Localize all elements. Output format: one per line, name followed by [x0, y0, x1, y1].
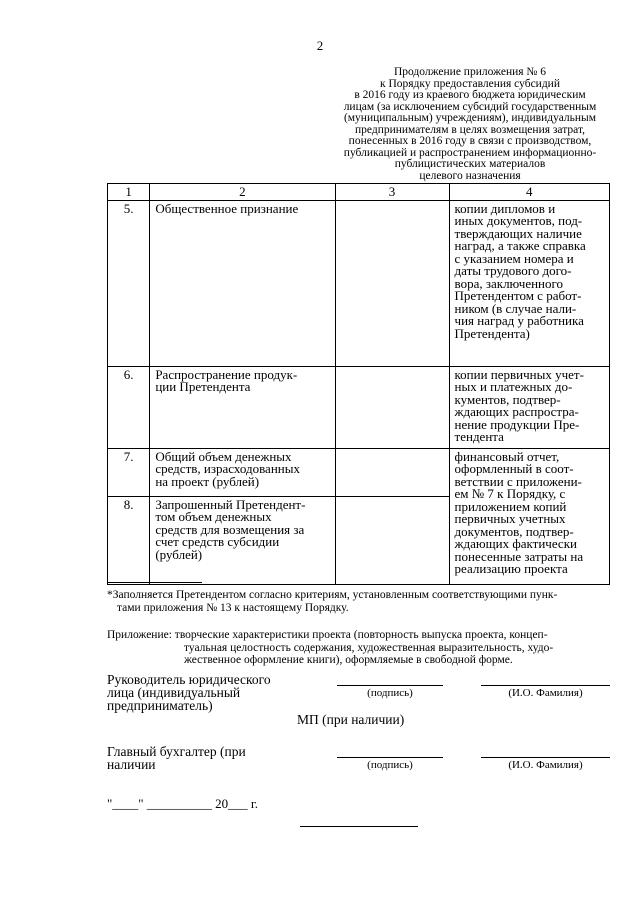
table-header-cell: 2 [150, 184, 335, 201]
head-signature-label [107, 673, 271, 712]
header-line: лицам (за исключением субсидий государственным [343, 100, 597, 113]
text-line: лица (индивидуальный [107, 685, 241, 700]
text-line: ных и платежных до- [454, 379, 573, 394]
bottom-rule [300, 826, 418, 827]
text-line: (рублей) [155, 546, 203, 562]
table-header-cell: 3 [335, 184, 449, 201]
text-line: кументов, подтвер- [454, 391, 561, 407]
text-line: Общественное признание [155, 200, 299, 216]
text-line: ем № 7 к Порядку, с [454, 486, 566, 501]
head-signature-caption: (подпись) [367, 687, 413, 699]
appendix-note [107, 629, 612, 667]
criteria-table [107, 183, 610, 585]
text-line: наград, а также справка [454, 238, 586, 253]
text-line: ждающих фактически [454, 536, 577, 551]
text-line: средств, израсходованных [155, 461, 300, 476]
criterion-value [335, 448, 449, 496]
header-line: (муниципальным) учреждениям), индивидуальным [343, 112, 597, 124]
row-number: 8. [108, 496, 150, 584]
row-number: 6. [108, 366, 150, 448]
text-line: даты трудового дого- [454, 263, 572, 278]
header-line: понесенных в 2016 году в связи с производством, [348, 135, 592, 147]
text-line: тендента [454, 429, 504, 444]
head-name-line[interactable] [481, 685, 610, 686]
accountant-name-line[interactable] [481, 757, 610, 758]
row-number: 7. [108, 448, 150, 496]
text-line: оформленный в соот- [454, 461, 574, 476]
text-line: счет средств субсидии [155, 534, 280, 549]
text-line: на проект (рублей) [155, 473, 260, 489]
text-line: Распространение продук- [155, 366, 298, 382]
accountant-signature-line[interactable] [337, 757, 443, 758]
row-number: 5. [108, 200, 150, 366]
criterion-value [335, 200, 449, 366]
supporting-documents [449, 448, 609, 584]
table-row [108, 448, 610, 496]
text-line: реализацию проекта [454, 561, 568, 576]
text-line: ждающих распростра- [454, 404, 579, 419]
text-line: чия наград у работника [454, 313, 584, 328]
criterion-value [335, 496, 449, 584]
text-line: Претендентом с работ- [454, 288, 582, 303]
text-line: копии дипломов и [454, 200, 556, 216]
text-line: предприниматель) [107, 698, 213, 713]
criterion-name [150, 448, 335, 496]
header-line: предпринимателям в целях возмещения затрат, [354, 123, 585, 136]
footnote-line: тами приложения № 13 к настоящему Порядку. [117, 601, 349, 614]
text-line: Общий объем денежных [155, 448, 292, 464]
criterion-name [150, 200, 335, 366]
head-signature-line[interactable] [337, 685, 443, 686]
appendix-line: туальная целостность содержания, художественная выразительность, худо- [184, 641, 554, 654]
text-line: первичных учетных [454, 511, 566, 526]
text-line: с указанием номера и [454, 250, 574, 266]
text-line: иных документов, под- [454, 213, 583, 228]
text-line: документов, подтвер- [454, 523, 574, 539]
header-line: Продолжение приложения № 6 [393, 66, 547, 78]
supporting-documents [449, 200, 609, 366]
header-line: публицистических материалов [394, 158, 546, 170]
criterion-value [335, 366, 449, 448]
stamp-label: МП (при наличии) [297, 712, 405, 727]
footnote-line: *Заполняется Претендентом согласно критериям, установленным соответствующими пунк- [107, 589, 558, 601]
text-line: Главный бухгалтер (при [107, 744, 246, 759]
accountant-signature-caption: (подпись) [367, 759, 413, 771]
table-header-row [108, 184, 610, 201]
text-line: наличии [107, 757, 156, 772]
text-line: том объем денежных [155, 509, 272, 524]
text-line: Претендента) [454, 325, 530, 341]
text-line: вора, заключенного [454, 275, 564, 291]
header-line: публикацией и распространением информационно- [343, 146, 597, 159]
supporting-documents [449, 366, 609, 448]
page-number: 2 [316, 38, 324, 53]
table-row [108, 366, 610, 448]
header-line: целевого назначения [419, 169, 521, 182]
head-name-caption: (И.О. Фамилия) [508, 687, 583, 699]
header-line: к Порядку предоставления субсидий [380, 77, 560, 90]
text-line: средств для возмещения за [155, 521, 305, 537]
criterion-name [150, 496, 335, 584]
accountant-name-caption: (И.О. Фамилия) [508, 759, 583, 771]
footnote-rule [107, 582, 202, 583]
text-line: нение продукции Пре- [454, 416, 580, 432]
table-row [108, 200, 610, 366]
appendix-line: Приложение: творческие характеристики проекта (повторность выпуска проекта, концеп- [107, 629, 548, 641]
table-header-cell: 4 [449, 184, 609, 201]
appendix-header [330, 67, 610, 182]
text-line: Руководитель юридического [107, 672, 271, 687]
table-header-cell: 1 [108, 184, 150, 201]
accountant-signature-label [107, 745, 246, 771]
appendix-line: жественное оформление книги), оформляемые в свободной форме. [184, 654, 513, 666]
header-line: в 2016 году из краевого бюджета юридическим [354, 89, 586, 101]
text-line: финансовый отчет, [454, 448, 560, 464]
text-line: ции Претендента [155, 379, 251, 394]
footnote [107, 589, 612, 614]
text-line: ником (в случае нали- [454, 300, 577, 316]
text-line: понесенные затраты на [454, 548, 584, 564]
criterion-name [150, 366, 335, 448]
date-field[interactable]: "____" __________ 20___ г. [107, 796, 258, 811]
text-line: ветствии с приложени- [454, 473, 582, 489]
text-line: тверждающих наличие [454, 225, 582, 241]
text-line: Запрошенный Претендент- [155, 496, 306, 512]
text-line: приложением копий [454, 498, 567, 514]
text-line: копии первичных учет- [454, 366, 584, 382]
